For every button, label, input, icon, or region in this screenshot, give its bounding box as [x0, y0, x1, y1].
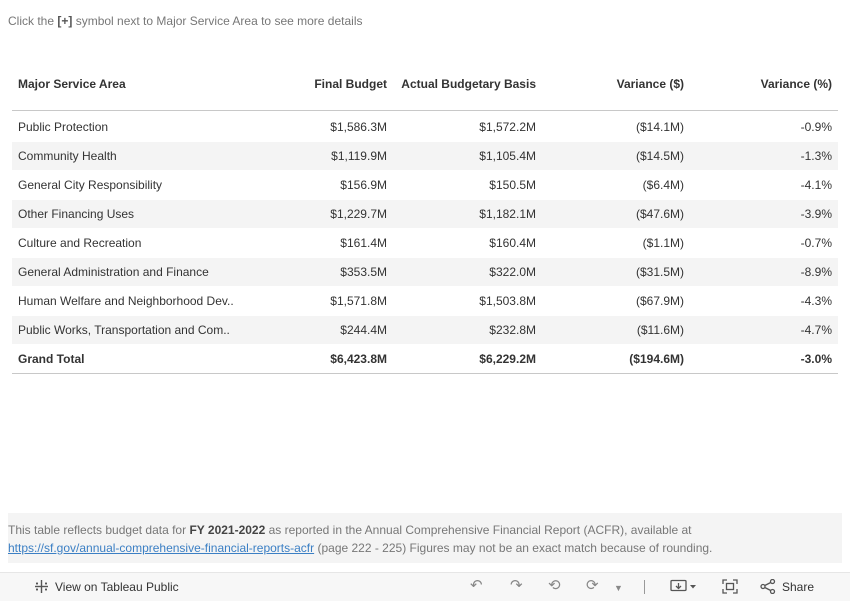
instruction-suffix: symbol next to Major Service Area to see more details	[72, 14, 363, 28]
footnote	[8, 513, 842, 563]
download-button[interactable]	[670, 579, 698, 597]
share-button[interactable]	[760, 579, 814, 594]
table-row[interactable]	[12, 171, 838, 200]
tableau-logo-icon	[34, 579, 49, 594]
tableau-toolbar	[0, 572, 850, 601]
row-final-budget: $161.4M	[252, 229, 393, 258]
row-area: Public Protection	[12, 111, 252, 142]
row-variance-percent: -4.3%	[690, 287, 838, 316]
row-area: General City Responsibility	[12, 171, 252, 200]
grand-total-row[interactable]	[12, 345, 838, 374]
row-variance-dollar: ($6.4M)	[542, 171, 690, 200]
share-label: Share	[782, 579, 815, 594]
row-variance-percent: -3.9%	[690, 200, 838, 229]
row-actual: $150.5M	[393, 171, 542, 200]
row-area: Culture and Recreation	[12, 229, 252, 258]
instruction-symbol: [+]	[57, 14, 73, 28]
table-row[interactable]	[12, 229, 838, 258]
row-actual: $1,572.2M	[393, 111, 542, 142]
view-on-tableau-button[interactable]	[34, 579, 179, 594]
row-actual: $160.4M	[393, 229, 542, 258]
footnote-text-2: as reported in the Annual Comprehensive Financial Report (ACFR), available at	[265, 523, 692, 537]
instruction-prefix: Click the	[8, 14, 58, 28]
row-variance-dollar: ($11.6M)	[542, 316, 690, 345]
row-variance-percent: -0.7%	[690, 229, 838, 258]
header-variance-percent[interactable]: Variance (%)	[690, 58, 838, 111]
row-variance-percent: -8.9%	[690, 258, 838, 287]
row-variance-dollar: ($14.1M)	[542, 111, 690, 142]
row-final-budget: $244.4M	[252, 316, 393, 345]
row-variance-dollar: ($67.9M)	[542, 287, 690, 316]
acfr-link[interactable]: https://sf.gov/annual-comprehensive-financial-reports-acfr	[8, 541, 315, 555]
footnote-text-3: (page 222 - 225) Figures may not be an exact match because of rounding.	[314, 541, 713, 555]
instruction-text	[8, 14, 363, 28]
row-final-budget: $1,229.7M	[252, 200, 393, 229]
row-variance-dollar: ($14.5M)	[542, 142, 690, 171]
redo-icon[interactable]: ↷	[510, 577, 523, 594]
share-icon	[760, 579, 776, 594]
table-row[interactable]	[12, 200, 838, 229]
download-icon	[670, 579, 698, 594]
row-final-budget: $156.9M	[252, 171, 393, 200]
row-actual: $322.0M	[393, 258, 542, 287]
row-area: General Administration and Finance	[12, 258, 252, 287]
footnote-text-1: This table reflects budget data for	[8, 523, 190, 537]
row-area: Other Financing Uses	[12, 200, 252, 229]
row-final-budget: $353.5M	[252, 258, 393, 287]
table-row[interactable]	[12, 258, 838, 287]
undo-icon[interactable]: ↶	[470, 577, 483, 594]
row-variance-percent: -1.3%	[690, 142, 838, 171]
view-on-tableau-label: View on Tableau Public	[55, 579, 179, 594]
row-variance-percent: -4.7%	[690, 316, 838, 345]
row-actual: $232.8M	[393, 316, 542, 345]
row-final-budget: $1,586.3M	[252, 111, 393, 142]
revert-icon[interactable]: ⟲	[548, 577, 561, 594]
row-actual: $1,182.1M	[393, 200, 542, 229]
table-row[interactable]	[12, 111, 838, 142]
row-variance-percent: -0.9%	[690, 111, 838, 142]
table-row[interactable]	[12, 316, 838, 345]
row-variance-dollar: ($31.5M)	[542, 258, 690, 287]
header-variance-dollar[interactable]: Variance ($)	[542, 58, 690, 111]
total-final-budget: $6,423.8M	[252, 345, 393, 374]
row-variance-dollar: ($1.1M)	[542, 229, 690, 258]
total-variance-percent: -3.0%	[690, 345, 838, 374]
row-variance-dollar: ($47.6M)	[542, 200, 690, 229]
header-actual-budgetary-basis[interactable]: Actual Budgetary Basis	[393, 58, 542, 111]
row-area: Human Welfare and Neighborhood Dev..	[12, 287, 252, 316]
total-actual: $6,229.2M	[393, 345, 542, 374]
row-area: Public Works, Transportation and Com..	[12, 316, 252, 345]
row-actual: $1,105.4M	[393, 142, 542, 171]
row-actual: $1,503.8M	[393, 287, 542, 316]
refresh-icon[interactable]: ⟳	[586, 577, 599, 594]
total-label: Grand Total	[12, 345, 252, 374]
toolbar-divider	[644, 580, 645, 594]
footnote-fiscal-year: FY 2021-2022	[189, 523, 266, 537]
fullscreen-button[interactable]	[722, 579, 738, 597]
row-variance-percent: -4.1%	[690, 171, 838, 200]
header-major-service-area[interactable]: Major Service Area	[12, 58, 252, 111]
row-final-budget: $1,571.8M	[252, 287, 393, 316]
table-row[interactable]	[12, 142, 838, 171]
row-final-budget: $1,119.9M	[252, 142, 393, 171]
total-variance-dollar: ($194.6M)	[542, 345, 690, 374]
fullscreen-icon	[722, 579, 738, 594]
refresh-dropdown-icon[interactable]: ▼	[614, 583, 623, 593]
header-final-budget[interactable]: Final Budget	[252, 58, 393, 111]
row-area: Community Health	[12, 142, 252, 171]
table-row[interactable]	[12, 287, 838, 316]
budget-table	[12, 58, 838, 374]
table-header-row	[12, 58, 838, 111]
